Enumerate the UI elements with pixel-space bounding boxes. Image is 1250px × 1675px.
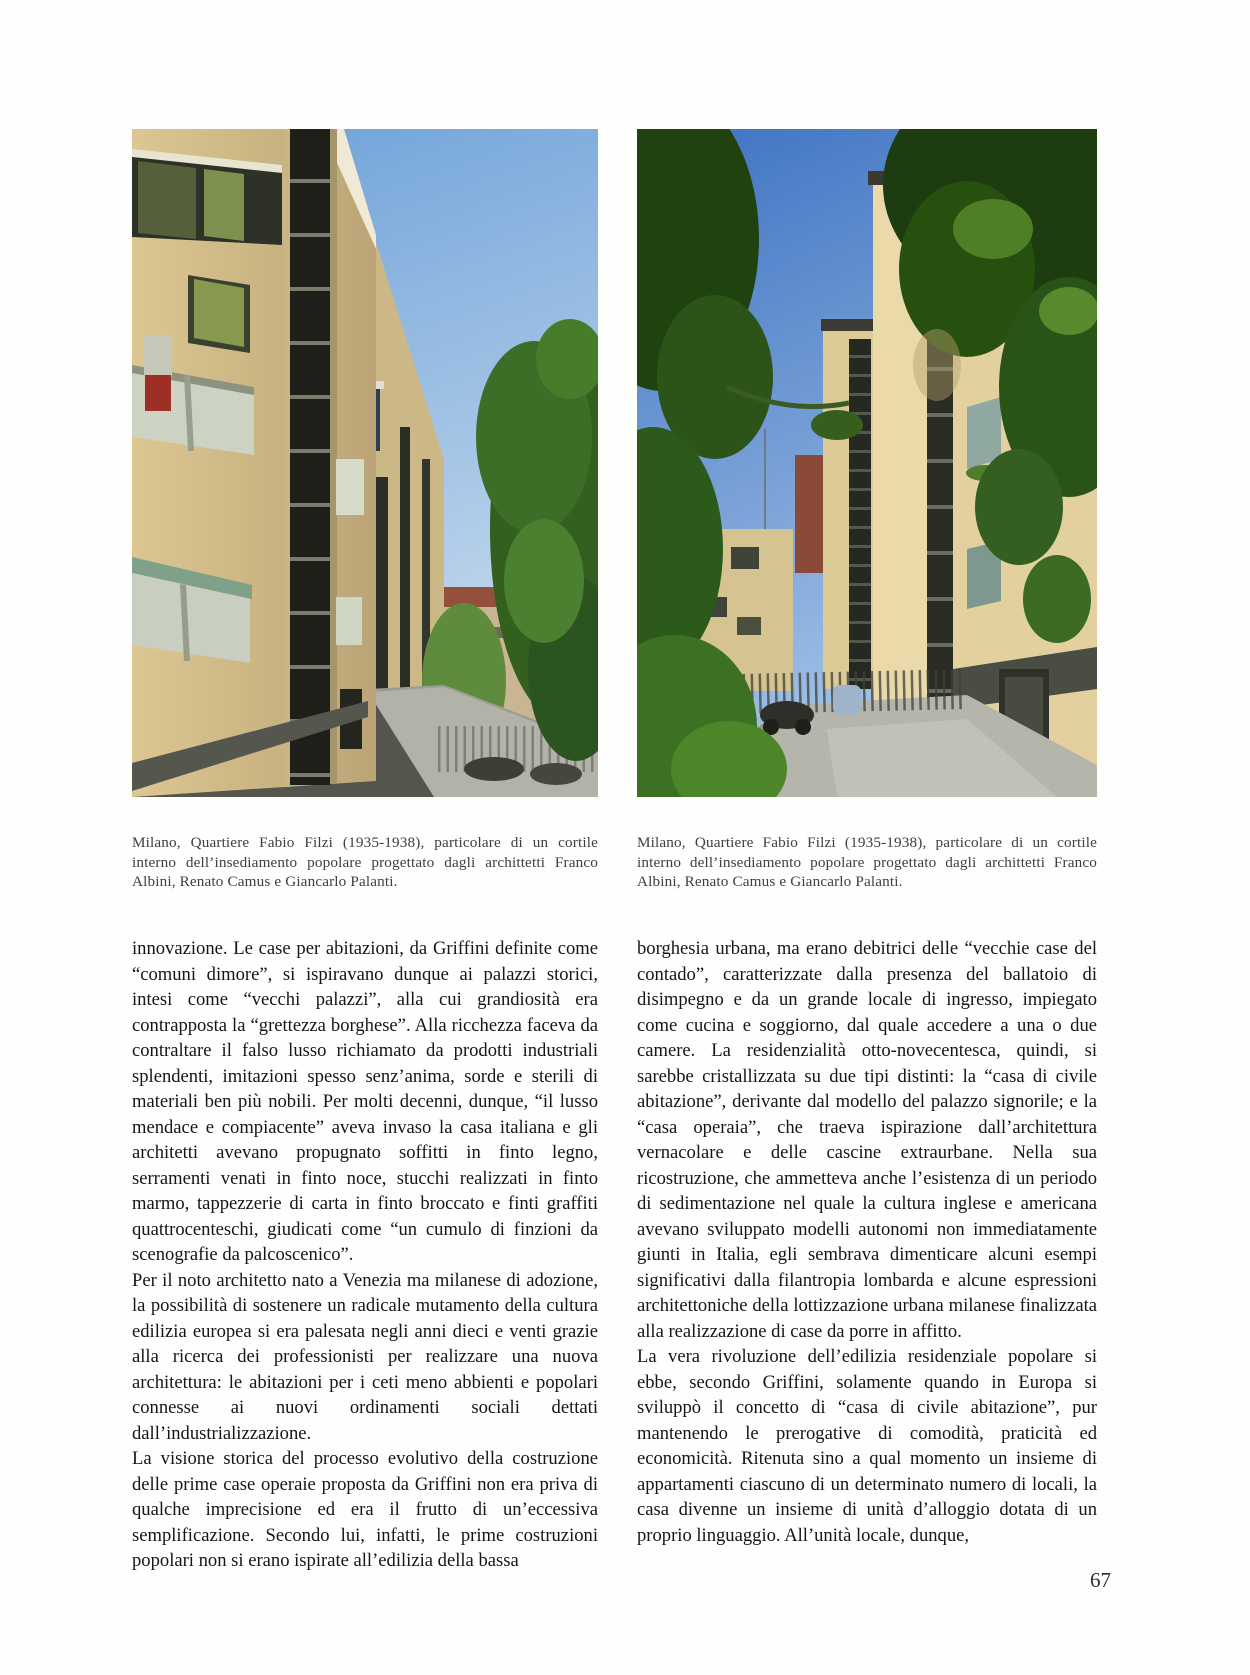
text-column-left [132,936,598,1574]
paragraph: La visione storica del processo evolutivo della costruzione delle prime case operaie proposta da Griffini non era priva di qualche imprecisione ed era il frutto di un’eccessiva semplificazione. Secondo lui, infatti, le prime costruzioni popolari non si erano ispirate all’edilizia della bassa [132,1448,598,1571]
courtyard-photo-left-graphic [132,129,598,797]
caption-right: Milano, Quartiere Fabio Filzi (1935-1938), particolare di un cortile interno dell’insediamento popolare progettato dagli archittetti Franco Albini, Renato Camus e Giancarlo Palanti. [637,834,1097,891]
paragraph: borghesia urbana, ma erano debitrici delle “vecchie case del contado”, caratterizzate dalla presenza del ballatoio di disimpegno e da un grande locale di ingresso, impiegato come cucina e soggiorno, dal quale accedere a una o due camere. La residenzialità otto-novecentesca, quindi, si sarebbe cristallizzata su due tipi distinti: la “casa di civile abitazione”, derivante dal modello del palazzo signorile; e la “casa operaia”, che traeva ispirazione dall’architettura vernacolare e delle cascine extraurbane. Nella sua ricostruzione, che ammetteva anche l’esistenza di un periodo di sedimentazione nel quale la cultura inglese e americana avevano sviluppato modelli autonomi non immediatamente giunti in Italia, egli sembrava dimenticare alcuni esempi significativi dalla filantropia lombarda e alcune espressioni architettoniche della lottizzazione urbana milanese finalizzata alla realizzazione di case da porre in affitto. [637,938,1097,1342]
courtyard-photo-left [132,129,598,797]
paragraph: innovazione. Le case per abitazioni, da Griffini definite come “comuni dimore”, si ispiravano dunque ai palazzi storici, intesi come “vecchi palazzi”, alla cui grandiosità era contrapposta la “grettezza borghese”. Alla ricchezza faceva da contraltare il falso lusso richiamato da prodotti industriali splendenti, imitazioni spesso senz’anima, sorde e sterili di materiali ben più nobili. Per molti decenni, dunque, “il lusso mendace e compiacente” aveva invaso la casa italiana e gli architetti avevano propugnato soffitti in finto legno, serramenti venati in finto noce, stucchi realizzati in finto marmo, tappezzerie di carta in finto broccato e finti graffiti quattrocenteschi, giudicati come “un cumulo di finzioni da scenografie da palcoscenico”. [132,938,598,1265]
paragraph: La vera rivoluzione dell’edilizia residenziale popolare si ebbe, secondo Griffini, solamente quando in Europa si sviluppò il concetto di “casa di civile abitazione”, pur mantenendo le prerogative di comodità, praticità ed economicità. Ritenuta sino a qual momento un insieme di appartamenti ciascuno di un determinato numero di locali, la casa divenne un insieme di unità d’alloggio dotata di un proprio linguaggio. All’unità locale, dunque, [637,1346,1097,1546]
courtyard-photo-right-graphic [637,129,1097,797]
caption-left: Milano, Quartiere Fabio Filzi (1935-1938), particolare di un cortile interno dell’insediamento popolare progettato dagli archittetti Franco Albini, Renato Camus e Giancarlo Palanti. [132,834,598,891]
paragraph: Per il noto architetto nato a Venezia ma milanese di adozione, la possibilità di sostenere un radicale mutamento della cultura edilizia europea si era palesata negli anni dieci e venti grazie alla ricerca dei professionisti per realizzare una nuova architettura: le abitazioni per i ceti meno abbienti e popolari connesse ai nuovi ordinamenti sociali dettati dall’industrializzazione. [132,1269,598,1444]
courtyard-photo-right [637,129,1097,797]
page-number: 67 [1090,1568,1111,1592]
text-column-right [637,936,1097,1548]
